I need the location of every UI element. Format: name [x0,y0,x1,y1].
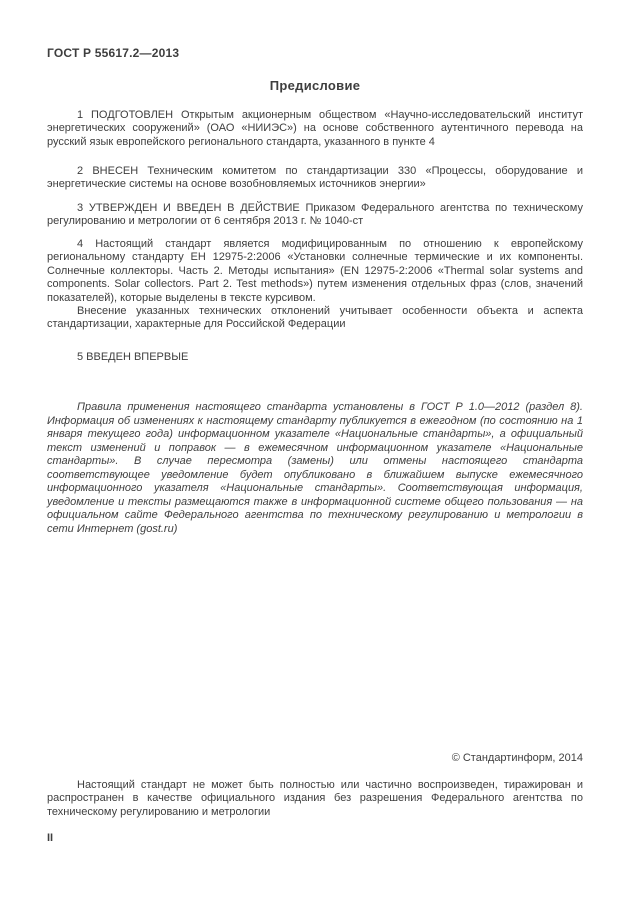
page-number: II [47,832,54,844]
foreword-item-4-text: 4 Настоящий стандарт является модифицированным по отношению к европейскому региональному стандарту ЕН 12975-2:2006 «Установки солнечные термические и их компоненты. Солнечные коллекторы. Часть 2. Методы испытания» (EN 12975-2:2006 «Thermal solar systems and components. Solar collectors. Part 2. Test methods») путем изменения отдельных фраз (слов, значений показателей), которые выделены в тексте курсивом. [47,238,583,304]
foreword-item-4-note: Внесение указанных технических отклонений учитывает особенности объекта и аспекта стандартизации, характерные для Российской Федерации [47,305,583,331]
legal-notice: Правила применения настоящего стандарта установлены в ГОСТ Р 1.0—2012 (раздел 8). Информация об изменениях к настоящему стандарту публикуется в ежегодном (по состоянию на 1 января текущего года) информационном указателе «Национальные стандарты», а официальный текст изменений и поправок — в ежемесячном информационном указателе «Национальные стандарты». В случае пересмотра (замены) или отмены настоящего стандарта соответствующее уведомление будет опубликовано в ближайшем выпуске ежемесячного информационного указателя «Национальные стандарты». Соответствующая информация, уведомление и тексты размещаются также в информационной системе общего пользования — на официальном сайте Федерального агентства по техническому регулированию и метрологии в сети Интернет (gost.ru) [47,401,583,535]
foreword-item-3: 3 УТВЕРЖДЕН И ВВЕДЕН В ДЕЙСТВИЕ Приказом Федерального агентства по техническому регулированию и метрологии от 6 сентября 2013 г. № 1040-ст [47,202,583,228]
foreword-item-5: 5 ВВЕДЕН ВПЕРВЫЕ [77,351,189,363]
doc-number: ГОСТ Р 55617.2—2013 [47,46,180,60]
page-title: Предисловие [269,78,361,93]
foreword-item-1: 1 ПОДГОТОВЛЕН Открытым акционерным обществом «Научно-исследовательский институт энергетических сооружений» (ОАО «НИИЭС») на основе собственного аутентичного перевода на русский язык европейского регионального стандарта, указанного в пункте 4 [47,109,583,148]
reproduction-notice: Настоящий стандарт не может быть полностью или частично воспроизведен, тиражирован и распространен в качестве официального издания без разрешения Федерального агентства по техническому регулированию и метрологии [47,779,583,818]
foreword-item-2: 2 ВНЕСЕН Техническим комитетом по стандартизации 330 «Процессы, оборудование и энергетические системы на основе возобновляемых источников энергии» [47,165,583,191]
copyright-notice: © Стандартинформ, 2014 [451,752,583,764]
foreword-item-4 [47,238,583,332]
